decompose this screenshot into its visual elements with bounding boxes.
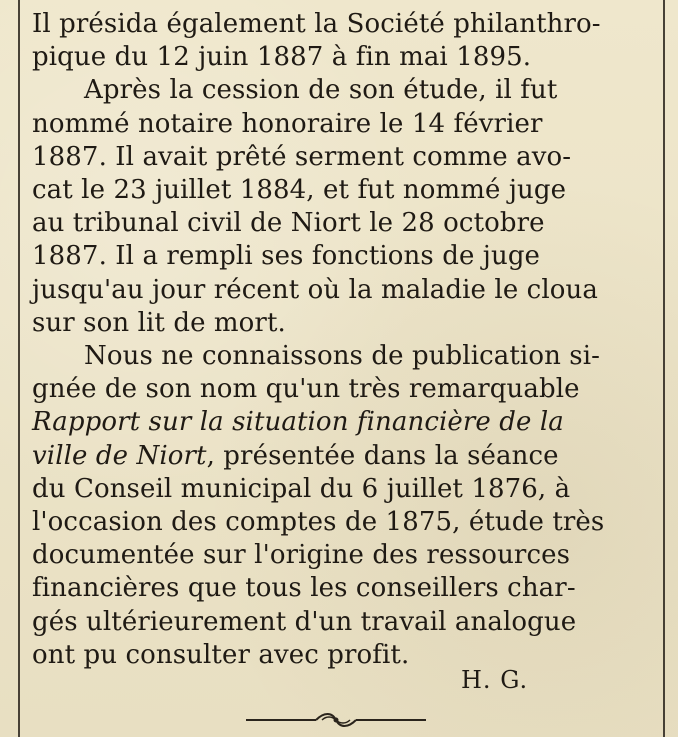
paragraph-2-line-1: Après la cession de son étude, il fut	[84, 75, 558, 106]
left-column-rule	[18, 0, 20, 737]
italic-title-part-1: Rapport sur la situation financière de la	[32, 407, 564, 438]
paragraph-1	[32, 8, 658, 74]
right-column-rule	[663, 0, 665, 737]
paragraph-3-line-5: du Conseil municipal du 6 juillet 1876, à	[32, 473, 571, 504]
paragraph-3-line-2: gnée de son nom qu'un très remarquable	[32, 374, 580, 405]
paragraph-2-line-8: sur son lit de mort.	[32, 307, 286, 338]
paragraph-1-line-2: pique du 12 juin 1887 à fin mai 1895.	[32, 42, 532, 73]
paragraph-3-line-1: Nous ne connaissons de publication si-	[84, 341, 601, 372]
italic-title-part-2: ville de Niort	[32, 440, 207, 471]
paragraph-3-line-8: financières que tous les conseillers char-	[32, 573, 576, 604]
paragraph-2-line-6: 1887. Il a rempli ses fonctions de juge	[32, 241, 541, 272]
paragraph-3-line-4-rest: , présentée dans la séance	[206, 440, 559, 471]
paragraph-3	[32, 340, 658, 672]
article-text	[32, 8, 658, 672]
ornament-icon	[246, 708, 426, 732]
paragraph-3-line-9: gés ultérieurement d'un travail analogue	[32, 606, 577, 637]
paragraph-2-line-3: 1887. Il avait prêté serment comme avo-	[32, 141, 572, 172]
paragraph-2-line-5: au tribunal civil de Niort le 28 octobre	[32, 208, 545, 239]
paragraph-2	[32, 74, 658, 340]
paragraph-2-line-2: nommé notaire honoraire le 14 février	[32, 108, 543, 139]
paragraph-3-line-7: documentée sur l'origine des ressources	[32, 540, 571, 571]
paragraph-1-line-1: Il présida également la Société philanthro-	[32, 9, 601, 39]
paragraph-3-line-10: ont pu consulter avec profit.	[32, 639, 410, 670]
signature: H. G.	[461, 666, 529, 694]
paragraph-2-line-7: jusqu'au jour récent où la maladie le cloua	[32, 274, 598, 305]
paragraph-2-line-4: cat le 23 juillet 1884, et fut nommé juge	[32, 175, 567, 206]
paragraph-3-line-6: l'occasion des comptes de 1875, étude très	[32, 507, 605, 538]
